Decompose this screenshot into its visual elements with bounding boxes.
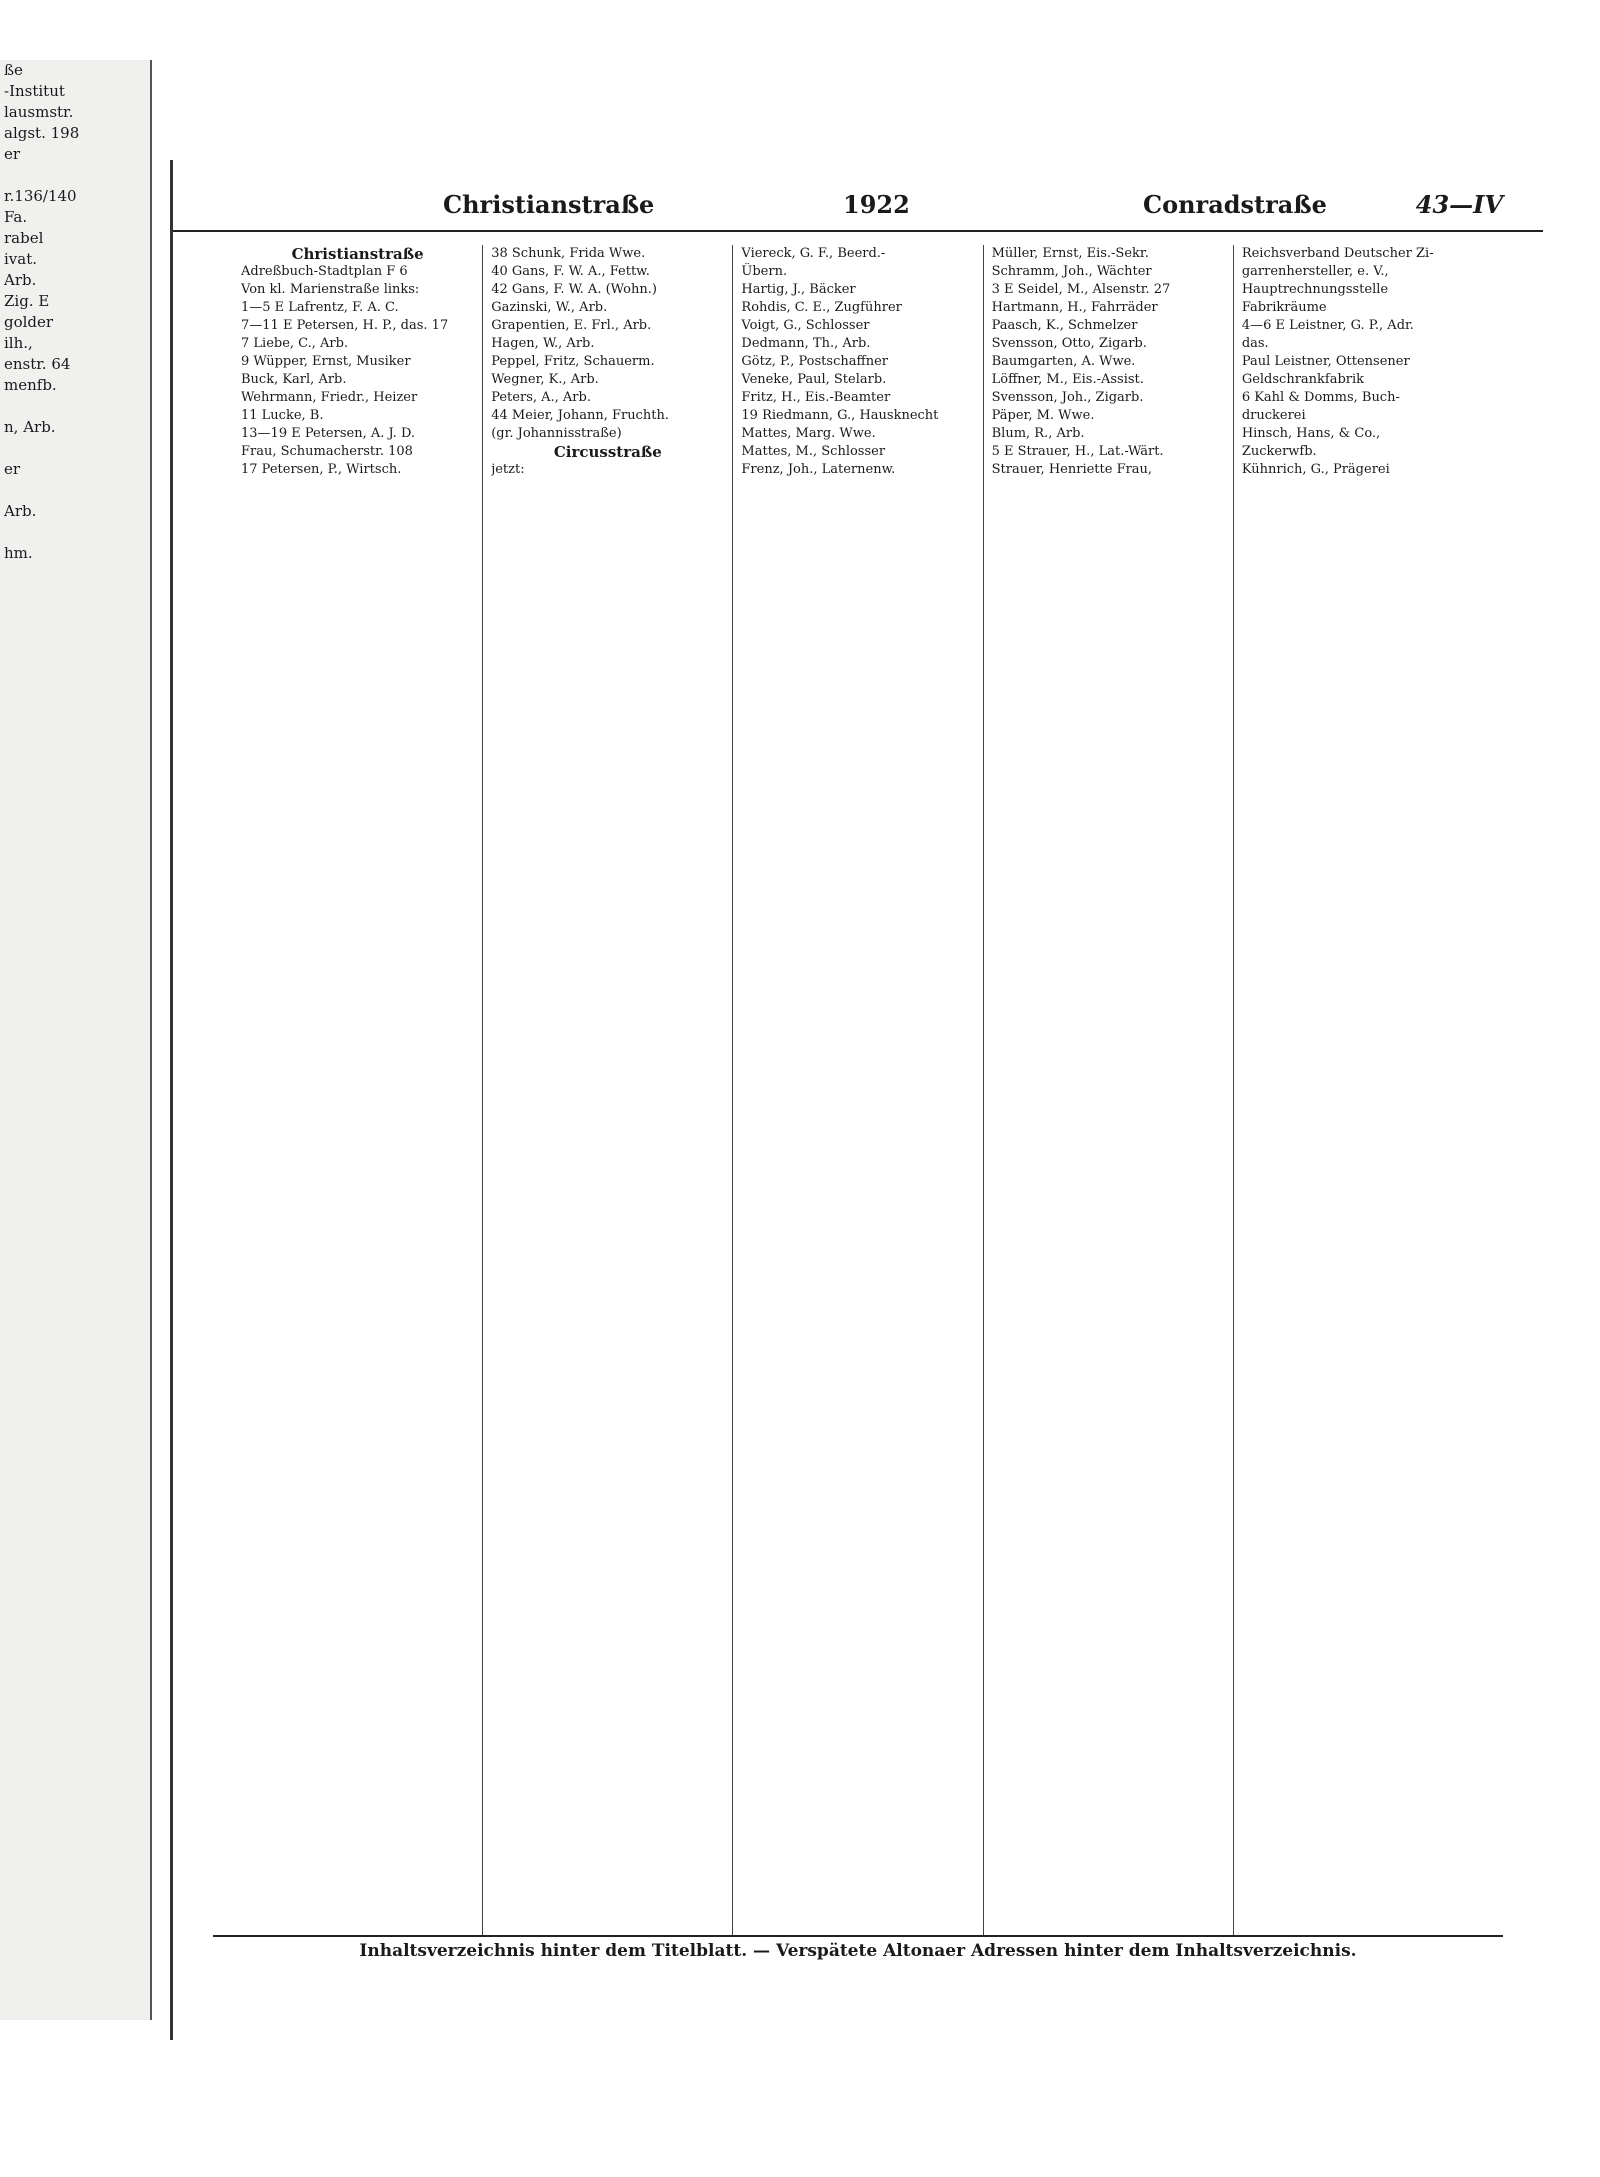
- column-5: [1234, 245, 1483, 1935]
- left-page-strip: [0, 60, 152, 2020]
- year-heading: 1922: [843, 190, 910, 219]
- page-footer: Inhaltsverzeichnis hinter dem Titelblatt. — Verspätete Altonaer Adressen hinter dem Inhaltsverzeichnis.: [213, 1935, 1503, 1971]
- left-line: Fa.: [4, 208, 28, 226]
- left-line: Arb.: [4, 502, 37, 520]
- directory-entry: das.: [1241, 336, 1269, 351]
- directory-entry: Fabrikräume: [1241, 300, 1327, 315]
- directory-entry: Von kl. Marienstraße links:: [241, 282, 420, 297]
- left-line: r.136/140: [4, 187, 77, 205]
- directory-entry: Buck, Karl, Arb.: [241, 372, 347, 387]
- left-line: -Institut: [4, 82, 65, 100]
- directory-entry: Viereck, G. F., Beerd.-: [741, 246, 886, 261]
- directory-entry: Frau, Schumacherstr. 108: [241, 444, 413, 459]
- directory-entry: jetzt:: [491, 462, 525, 477]
- directory-entry: Löffner, M., Eis.-Assist.: [991, 372, 1144, 387]
- left-line: enstr. 64: [4, 355, 71, 373]
- directory-entry: 42 Gans, F. W. A. (Wohn.): [491, 282, 657, 297]
- directory-entry: Veneke, Paul, Stelarb.: [741, 372, 887, 387]
- directory-entry: Mattes, M., Schlosser: [741, 444, 886, 459]
- left-line: hm.: [4, 544, 33, 562]
- left-line: er: [4, 460, 21, 478]
- left-line: ilh.,: [4, 334, 33, 352]
- directory-entry: Strauer, Henriette Frau,: [991, 462, 1153, 477]
- page-number: 43—IV: [1415, 190, 1503, 219]
- directory-entry: garrenhersteller, e. V.,: [1241, 264, 1389, 279]
- directory-entry: 40 Gans, F. W. A., Fettw.: [491, 264, 650, 279]
- left-spacer: [0, 165, 150, 186]
- directory-entry: 9 Wüpper, Ernst, Musiker: [241, 354, 411, 369]
- left-line: golder: [4, 313, 54, 331]
- directory-entry: (gr. Johannisstraße): [491, 426, 622, 441]
- directory-entry: 7—11 E Petersen, H. P., das. 17: [241, 318, 449, 333]
- directory-entry: Peters, A., Arb.: [491, 390, 591, 405]
- directory-entry: Rohdis, C. E., Zugführer: [741, 300, 902, 315]
- left-line: er: [4, 145, 21, 163]
- directory-entry: 44 Meier, Johann, Fruchth.: [491, 408, 669, 423]
- directory-entry: Hinsch, Hans, & Co.,: [1241, 426, 1381, 441]
- left-line: ivat.: [4, 250, 38, 268]
- directory-entry: Grapentien, E. Frl., Arb.: [491, 318, 652, 333]
- directory-entry: Müller, Ernst, Eis.-Sekr.: [991, 246, 1149, 261]
- directory-entry: 1—5 E Lafrentz, F. A. C.: [241, 300, 399, 315]
- column-2: [483, 245, 733, 1935]
- directory-entry: Kühnrich, G., Prägerei: [1241, 462, 1390, 477]
- directory-entry: Baumgarten, A. Wwe.: [991, 354, 1136, 369]
- directory-entry: Svensson, Joh., Zigarb.: [991, 390, 1144, 405]
- directory-entry: 3 E Seidel, M., Alsenstr. 27: [991, 282, 1171, 297]
- directory-entry: Reichsverband Deutscher Zi-: [1241, 246, 1434, 261]
- directory-entry: Päper, M. Wwe.: [991, 408, 1095, 423]
- right-street-heading: Conradstraße: [1143, 190, 1327, 219]
- directory-entry: Wegner, K., Arb.: [491, 372, 599, 387]
- directory-entry: 17 Petersen, P., Wirtsch.: [241, 462, 402, 477]
- left-line: ße: [4, 61, 23, 79]
- directory-entry: Geldschrankfabrik: [1241, 372, 1365, 387]
- directory-entry: 19 Riedmann, G., Hausknecht: [741, 408, 939, 423]
- directory-entry: 11 Lucke, B.: [241, 408, 324, 423]
- directory-page: [170, 160, 1543, 2040]
- left-line: algst. 198: [4, 124, 80, 142]
- entry-columns: [233, 245, 1483, 1935]
- column-3: [733, 245, 983, 1935]
- directory-entry: Frenz, Joh., Laternenw.: [741, 462, 896, 477]
- directory-entry: Übern.: [741, 264, 788, 279]
- directory-entry: Adreßbuch-Stadtplan F 6: [241, 264, 408, 279]
- column-1: [233, 245, 483, 1935]
- directory-entry: Zuckerwfb.: [1241, 444, 1317, 459]
- street-heading: Circusstraße: [553, 443, 662, 461]
- directory-entry: Götz, P., Postschaffner: [741, 354, 888, 369]
- left-spacer: [0, 522, 150, 543]
- left-line: Arb.: [4, 271, 37, 289]
- left-line: rabel: [4, 229, 44, 247]
- left-line: Zig. E: [4, 292, 50, 310]
- page-header: [173, 190, 1543, 232]
- left-street-heading: Christianstraße: [443, 190, 655, 219]
- directory-entry: 38 Schunk, Frida Wwe.: [491, 246, 646, 261]
- directory-entry: Blum, R., Arb.: [991, 426, 1085, 441]
- left-spacer: [0, 480, 150, 501]
- directory-entry: Fritz, H., Eis.-Beamter: [741, 390, 891, 405]
- directory-entry: Gazinski, W., Arb.: [491, 300, 608, 315]
- directory-entry: Svensson, Otto, Zigarb.: [991, 336, 1147, 351]
- directory-entry: druckerei: [1241, 408, 1306, 423]
- left-spacer: [0, 438, 150, 459]
- left-line: n, Arb.: [4, 418, 56, 436]
- directory-entry: 7 Liebe, C., Arb.: [241, 336, 349, 351]
- directory-entry: Mattes, Marg. Wwe.: [741, 426, 876, 441]
- directory-entry: Hartmann, H., Fahrräder: [991, 300, 1158, 315]
- column-4: [984, 245, 1234, 1935]
- directory-entry: Dedmann, Th., Arb.: [741, 336, 871, 351]
- left-spacer: [0, 396, 150, 417]
- directory-entry: Paasch, K., Schmelzer: [991, 318, 1138, 333]
- directory-entry: 5 E Strauer, H., Lat.-Wärt.: [991, 444, 1164, 459]
- directory-entry: Voigt, G., Schlosser: [741, 318, 870, 333]
- directory-entry: Paul Leistner, Ottensener: [1241, 354, 1410, 369]
- directory-entry: Wehrmann, Friedr., Heizer: [241, 390, 418, 405]
- left-line: lausmstr.: [4, 103, 74, 121]
- directory-entry: 4—6 E Leistner, G. P., Adr.: [1241, 318, 1414, 333]
- directory-entry: Schramm, Joh., Wächter: [991, 264, 1152, 279]
- street-heading: Christianstraße: [291, 245, 424, 263]
- directory-entry: Hagen, W., Arb.: [491, 336, 595, 351]
- directory-entry: 13—19 E Petersen, A. J. D.: [241, 426, 416, 441]
- directory-entry: Hartig, J., Bäcker: [741, 282, 856, 297]
- left-line: menfb.: [4, 376, 57, 394]
- directory-entry: Hauptrechnungsstelle: [1241, 282, 1389, 297]
- directory-entry: Peppel, Fritz, Schauerm.: [491, 354, 655, 369]
- directory-entry: 6 Kahl & Domms, Buch-: [1241, 390, 1400, 405]
